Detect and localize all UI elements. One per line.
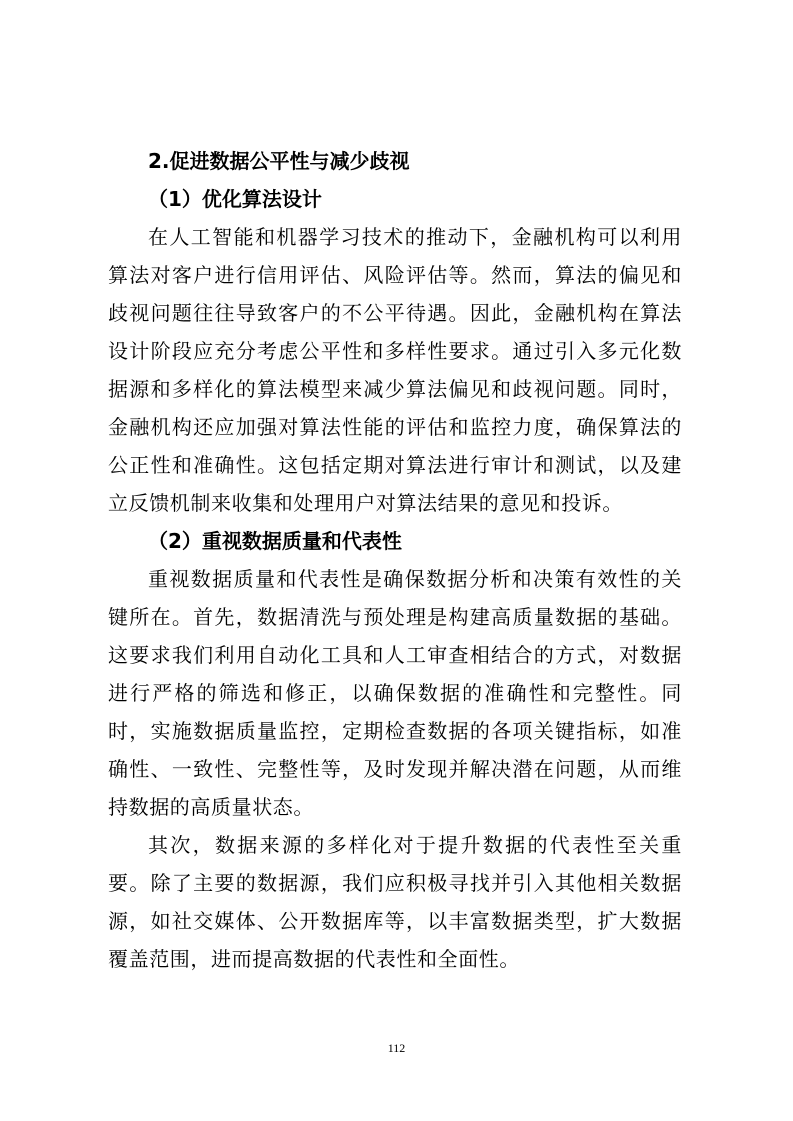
subsection-heading-algorithm-design: （1）优化算法设计 bbox=[148, 187, 322, 211]
subsection-heading-data-quality: （2）重视数据质量和代表性 bbox=[148, 529, 402, 553]
page-number: 112 bbox=[387, 1041, 406, 1055]
page-body bbox=[108, 142, 682, 978]
paragraph-data-quality: 重视数据质量和代表性是确保数据分析和决策有效性的关键所在。首先，数据清洗与预处理是构建高质量数据的基础。这要求我们利用自动化工具和人工审查相结合的方式，对数据进行严格的筛选和修正，以确保数据的准确性和完整性。同时，实施数据质量监控，定期检查数据的各项关键指标，如准确性、一致性、完整性等，及时发现并解决潜在问题，从而维持数据的高质量状态。 bbox=[108, 567, 682, 819]
paragraph-data-diversity: 其次，数据来源的多样化对于提升数据的代表性至关重要。除了主要的数据源，我们应积极寻找并引入其他相关数据源，如社交媒体、公开数据库等，以丰富数据类型，扩大数据覆盖范围，进而提高数据的代表性和全面性。 bbox=[108, 833, 682, 971]
section-heading: 2.促进数据公平性与减少歧视 bbox=[148, 149, 410, 173]
paragraph-algorithm-design: 在人工智能和机器学习技术的推动下，金融机构可以利用算法对客户进行信用评估、风险评估等。然而，算法的偏见和歧视问题往往导致客户的不公平待遇。因此，金融机构在算法设计阶段应充分考虑公平性和多样性要求。通过引入多元化数据源和多样化的算法模型来减少算法偏见和歧视问题。同时，金融机构还应加强对算法性能的评估和监控力度，确保算法的公正性和准确性。这包括定期对算法进行审计和测试，以及建立反馈机制来收集和处理用户对算法结果的意见和投诉。 bbox=[108, 225, 682, 515]
